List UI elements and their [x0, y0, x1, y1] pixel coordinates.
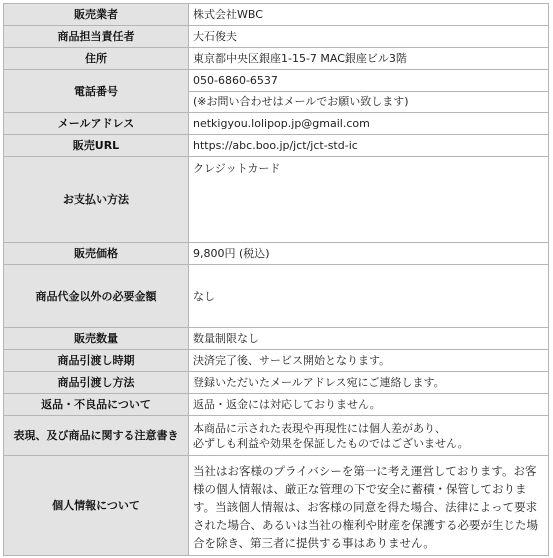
- phone-label: 電話番号: [4, 70, 189, 113]
- table-row: [4, 456, 549, 556]
- manager-label: 商品担当責任者: [4, 26, 189, 48]
- delivery-time-label: 商品引渡し時期: [4, 350, 189, 372]
- disclaimer-label: 表現、及び商品に関する注意書き: [4, 416, 189, 456]
- address-value: 東京都中央区銀座1-15-7 MAC銀座ビル3階: [189, 48, 549, 70]
- table-row: [4, 394, 549, 416]
- quantity-label: 販売数量: [4, 328, 189, 350]
- disclaimer-line-2: 必ずしも利益や効果を保証したものではございません。: [193, 436, 469, 450]
- disclaimer-cell: [189, 416, 549, 456]
- seller-value: 株式会社WBC: [189, 4, 549, 26]
- table-row: [4, 26, 549, 48]
- delivery-method-value: 登録いただいたメールアドレス宛にご連絡します。: [189, 372, 549, 394]
- seller-label: 販売業者: [4, 4, 189, 26]
- email-label: メールアドレス: [4, 113, 189, 135]
- extra-cost-value: なし: [189, 265, 549, 328]
- price-label: 販売価格: [4, 243, 189, 265]
- table-row: [4, 48, 549, 70]
- table-row: [4, 243, 549, 265]
- phone-cell: [189, 70, 549, 113]
- privacy-label: 個人情報について: [4, 456, 189, 556]
- table-row: [4, 328, 549, 350]
- table-row: [4, 135, 549, 157]
- table-row: [4, 372, 549, 394]
- table-row: [4, 113, 549, 135]
- phone-number: 050-6860-6537: [193, 73, 278, 87]
- privacy-value: 当社はお客様のプライバシーを第一に考え運営しております。お客様の個人情報は、厳正な管理の下で安全に蓄積・保管しております。当該個人情報は、お客様の同意を得た場合、法律によって要求された場合、あるいは当社の権利や財産を保護する必要が生じた場合を除き、第三者に提供する事はありません。: [189, 456, 549, 556]
- payment-method-value: クレジットカード: [189, 157, 549, 243]
- table-row: [4, 70, 549, 113]
- returns-label: 返品・不良品について: [4, 394, 189, 416]
- payment-method-label: お支払い方法: [4, 157, 189, 243]
- table-row: [4, 350, 549, 372]
- table-row: [4, 416, 549, 456]
- sales-url-label: 販売URL: [4, 135, 189, 157]
- table-row: [4, 157, 549, 243]
- delivery-time-value: 決済完了後、サービス開始となります。: [189, 350, 549, 372]
- sales-url-value: https://abc.boo.jp/jct/jct-std-ic: [189, 135, 549, 157]
- email-value: netkigyou.lolipop.jp@gmail.com: [189, 113, 549, 135]
- returns-value: 返品・返金には対応しておりません。: [189, 394, 549, 416]
- delivery-method-label: 商品引渡し方法: [4, 372, 189, 394]
- phone-note: (※お問い合わせはメールでお願い致します): [189, 91, 548, 112]
- seller-info-table: [3, 3, 549, 556]
- disclaimer-line-1: 本商品に示された表現や再現性には個人差があり、: [193, 421, 446, 435]
- quantity-value: 数量制限なし: [189, 328, 549, 350]
- table-row: [4, 4, 549, 26]
- price-value: 9,800円 (税込): [189, 243, 549, 265]
- table-row: [4, 265, 549, 328]
- extra-cost-label: 商品代金以外の必要金額: [4, 265, 189, 328]
- address-label: 住所: [4, 48, 189, 70]
- manager-value: 大石俊夫: [189, 26, 549, 48]
